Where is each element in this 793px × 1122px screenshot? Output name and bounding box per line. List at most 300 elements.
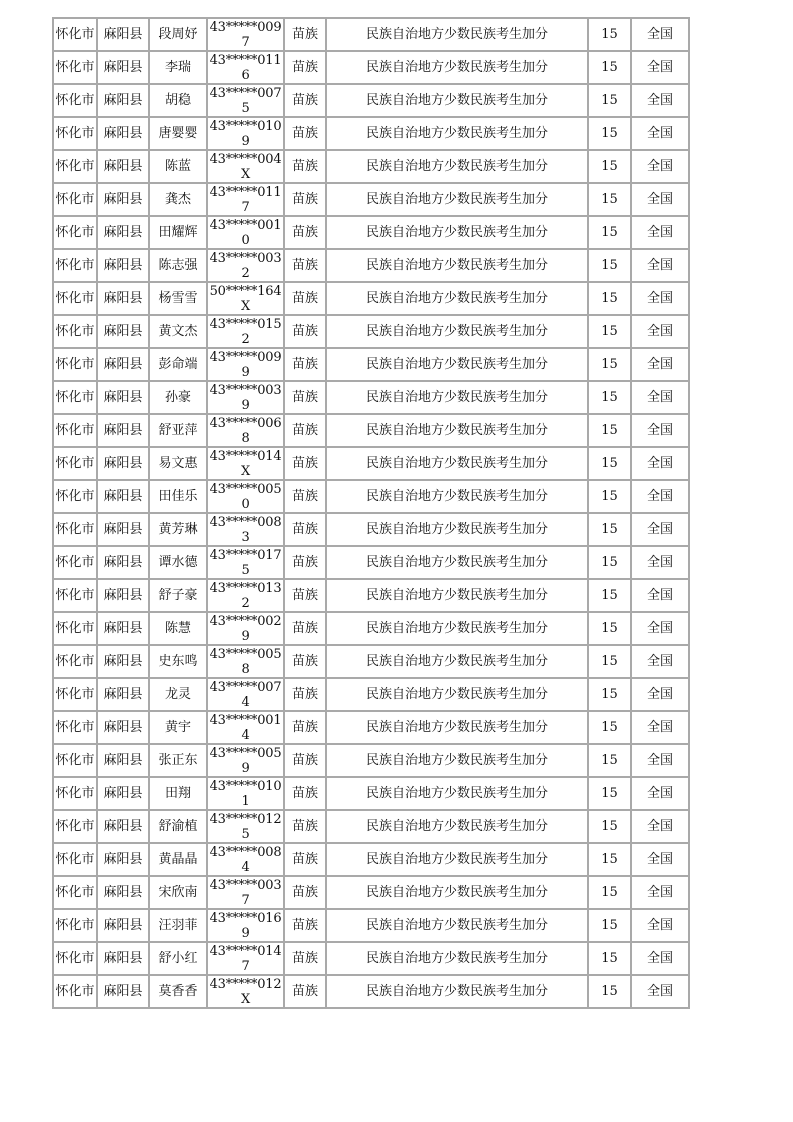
table-row <box>54 976 690 1009</box>
name-cell: 黄宇 <box>150 712 208 745</box>
county-cell: 麻阳县 <box>98 85 150 118</box>
name-cell: 汪羽菲 <box>150 910 208 943</box>
bonus-points-cell: 15 <box>589 613 632 646</box>
id-number-cell-text: 43*****0084 <box>209 844 282 875</box>
id-number-cell <box>208 976 285 1009</box>
table-row <box>54 547 690 580</box>
id-number-cell-text: 43*****004X <box>209 151 282 182</box>
ethnicity-cell: 苗族 <box>285 844 327 877</box>
city-cell-text: 怀化市 <box>55 687 95 702</box>
city-cell-text: 怀化市 <box>55 753 95 768</box>
ethnicity-cell: 苗族 <box>285 580 327 613</box>
id-number-cell <box>208 745 285 778</box>
city-cell <box>54 316 98 349</box>
city-cell-text: 怀化市 <box>55 258 95 273</box>
scope-cell: 全国 <box>632 613 690 646</box>
bonus-points-cell: 15 <box>589 481 632 514</box>
name-cell: 陈蓝 <box>150 151 208 184</box>
county-cell: 麻阳县 <box>98 481 150 514</box>
city-cell <box>54 844 98 877</box>
ethnicity-cell: 苗族 <box>285 217 327 250</box>
table-row <box>54 646 690 679</box>
bonus-points-cell: 15 <box>589 580 632 613</box>
city-cell <box>54 415 98 448</box>
bonus-item-cell: 民族自治地方少数民族考生加分 <box>327 85 589 118</box>
county-cell: 麻阳县 <box>98 382 150 415</box>
city-cell <box>54 151 98 184</box>
id-number-cell <box>208 580 285 613</box>
scope-cell: 全国 <box>632 943 690 976</box>
id-number-cell-text: 43*****0050 <box>209 481 282 512</box>
ethnicity-cell: 苗族 <box>285 745 327 778</box>
city-cell-text: 怀化市 <box>55 852 95 867</box>
bonus-item-cell: 民族自治地方少数民族考生加分 <box>327 481 589 514</box>
bonus-item-cell: 民族自治地方少数民族考生加分 <box>327 844 589 877</box>
city-cell <box>54 85 98 118</box>
table-row <box>54 580 690 613</box>
bonus-item-cell: 民族自治地方少数民族考生加分 <box>327 811 589 844</box>
id-number-cell-text: 43*****0152 <box>209 316 282 347</box>
id-number-cell <box>208 481 285 514</box>
table-row <box>54 217 690 250</box>
id-number-cell-text: 43*****0029 <box>209 613 282 644</box>
bonus-points-cell: 15 <box>589 910 632 943</box>
bonus-item-cell: 民族自治地方少数民族考生加分 <box>327 382 589 415</box>
scope-cell: 全国 <box>632 118 690 151</box>
county-cell: 麻阳县 <box>98 316 150 349</box>
scope-cell: 全国 <box>632 745 690 778</box>
ethnicity-cell: 苗族 <box>285 976 327 1009</box>
id-number-cell-text: 43*****0117 <box>209 184 282 215</box>
county-cell: 麻阳县 <box>98 118 150 151</box>
bonus-item-cell: 民族自治地方少数民族考生加分 <box>327 712 589 745</box>
city-cell <box>54 382 98 415</box>
bonus-item-cell: 民族自治地方少数民族考生加分 <box>327 217 589 250</box>
county-cell: 麻阳县 <box>98 547 150 580</box>
name-cell: 宋欣南 <box>150 877 208 910</box>
bonus-item-cell: 民族自治地方少数民族考生加分 <box>327 877 589 910</box>
bonus-points-cell: 15 <box>589 217 632 250</box>
table-row <box>54 415 690 448</box>
bonus-item-cell: 民族自治地方少数民族考生加分 <box>327 316 589 349</box>
city-cell <box>54 448 98 481</box>
ethnicity-cell: 苗族 <box>285 316 327 349</box>
name-cell: 舒亚萍 <box>150 415 208 448</box>
county-cell: 麻阳县 <box>98 976 150 1009</box>
scope-cell: 全国 <box>632 481 690 514</box>
city-cell-text: 怀化市 <box>55 291 95 306</box>
bonus-points-cell: 15 <box>589 52 632 85</box>
ethnicity-cell: 苗族 <box>285 151 327 184</box>
city-cell-text: 怀化市 <box>55 654 95 669</box>
city-cell-text: 怀化市 <box>55 27 95 42</box>
county-cell: 麻阳县 <box>98 217 150 250</box>
ethnicity-cell: 苗族 <box>285 877 327 910</box>
city-cell-text: 怀化市 <box>55 324 95 339</box>
ethnicity-cell: 苗族 <box>285 613 327 646</box>
bonus-item-cell: 民族自治地方少数民族考生加分 <box>327 415 589 448</box>
id-number-cell <box>208 52 285 85</box>
county-cell: 麻阳县 <box>98 580 150 613</box>
scope-cell: 全国 <box>632 679 690 712</box>
city-cell-text: 怀化市 <box>55 984 95 999</box>
city-cell <box>54 910 98 943</box>
county-cell: 麻阳县 <box>98 184 150 217</box>
county-cell: 麻阳县 <box>98 613 150 646</box>
county-cell: 麻阳县 <box>98 283 150 316</box>
bonus-points-cell: 15 <box>589 316 632 349</box>
table-row <box>54 679 690 712</box>
bonus-points-table <box>52 17 690 1009</box>
ethnicity-cell: 苗族 <box>285 943 327 976</box>
table-row <box>54 712 690 745</box>
ethnicity-cell: 苗族 <box>285 184 327 217</box>
county-cell: 麻阳县 <box>98 844 150 877</box>
id-number-cell-text: 43*****0058 <box>209 646 282 677</box>
city-cell-text: 怀化市 <box>55 192 95 207</box>
scope-cell: 全国 <box>632 184 690 217</box>
id-number-cell <box>208 844 285 877</box>
ethnicity-cell: 苗族 <box>285 118 327 151</box>
name-cell: 史东鸣 <box>150 646 208 679</box>
id-number-cell-text: 43*****0037 <box>209 877 282 908</box>
county-cell: 麻阳县 <box>98 745 150 778</box>
city-cell <box>54 118 98 151</box>
scope-cell: 全国 <box>632 52 690 85</box>
table-row <box>54 910 690 943</box>
name-cell: 舒子豪 <box>150 580 208 613</box>
bonus-item-cell: 民族自治地方少数民族考生加分 <box>327 118 589 151</box>
id-number-cell-text: 43*****0083 <box>209 514 282 545</box>
id-number-cell-text: 43*****012X <box>209 976 282 1007</box>
ethnicity-cell: 苗族 <box>285 547 327 580</box>
city-cell-text: 怀化市 <box>55 126 95 141</box>
scope-cell: 全国 <box>632 250 690 283</box>
bonus-item-cell: 民族自治地方少数民族考生加分 <box>327 778 589 811</box>
scope-cell: 全国 <box>632 19 690 52</box>
city-cell-text: 怀化市 <box>55 357 95 372</box>
county-cell: 麻阳县 <box>98 151 150 184</box>
bonus-points-cell: 15 <box>589 250 632 283</box>
id-number-cell <box>208 217 285 250</box>
id-number-cell <box>208 547 285 580</box>
table-row <box>54 85 690 118</box>
name-cell: 龚杰 <box>150 184 208 217</box>
name-cell: 舒小红 <box>150 943 208 976</box>
scope-cell: 全国 <box>632 283 690 316</box>
name-cell: 孙豪 <box>150 382 208 415</box>
table-row <box>54 250 690 283</box>
city-cell <box>54 481 98 514</box>
bonus-item-cell: 民族自治地方少数民族考生加分 <box>327 580 589 613</box>
bonus-item-cell: 民族自治地方少数民族考生加分 <box>327 19 589 52</box>
id-number-cell <box>208 514 285 547</box>
name-cell: 龙灵 <box>150 679 208 712</box>
table-row <box>54 283 690 316</box>
id-number-cell-text: 43*****0132 <box>209 580 282 611</box>
city-cell-text: 怀化市 <box>55 423 95 438</box>
name-cell: 易文惠 <box>150 448 208 481</box>
id-number-cell-text: 43*****0175 <box>209 547 282 578</box>
id-number-cell <box>208 877 285 910</box>
id-number-cell-text: 43*****0068 <box>209 415 282 446</box>
id-number-cell <box>208 316 285 349</box>
id-number-cell-text: 43*****0097 <box>209 19 282 50</box>
bonus-item-cell: 民族自治地方少数民族考生加分 <box>327 184 589 217</box>
bonus-points-cell: 15 <box>589 877 632 910</box>
id-number-cell-text: 43*****0109 <box>209 118 282 149</box>
city-cell-text: 怀化市 <box>55 786 95 801</box>
name-cell: 黄晶晶 <box>150 844 208 877</box>
city-cell <box>54 547 98 580</box>
county-cell: 麻阳县 <box>98 52 150 85</box>
county-cell: 麻阳县 <box>98 712 150 745</box>
table-row <box>54 184 690 217</box>
scope-cell: 全国 <box>632 844 690 877</box>
ethnicity-cell: 苗族 <box>285 283 327 316</box>
table-row <box>54 52 690 85</box>
bonus-points-cell: 15 <box>589 151 632 184</box>
bonus-points-cell: 15 <box>589 184 632 217</box>
bonus-item-cell: 民族自治地方少数民族考生加分 <box>327 547 589 580</box>
county-cell: 麻阳县 <box>98 646 150 679</box>
bonus-points-cell: 15 <box>589 976 632 1009</box>
city-cell-text: 怀化市 <box>55 819 95 834</box>
county-cell: 麻阳县 <box>98 514 150 547</box>
table-row <box>54 778 690 811</box>
name-cell: 胡稳 <box>150 85 208 118</box>
county-cell: 麻阳县 <box>98 877 150 910</box>
table-row <box>54 118 690 151</box>
name-cell: 田翔 <box>150 778 208 811</box>
scope-cell: 全国 <box>632 811 690 844</box>
city-cell <box>54 778 98 811</box>
scope-cell: 全国 <box>632 349 690 382</box>
id-number-cell-text: 43*****0039 <box>209 382 282 413</box>
ethnicity-cell: 苗族 <box>285 514 327 547</box>
id-number-cell <box>208 943 285 976</box>
id-number-cell-text: 50*****164X <box>209 283 282 314</box>
bonus-points-cell: 15 <box>589 448 632 481</box>
table-row <box>54 844 690 877</box>
city-cell <box>54 514 98 547</box>
scope-cell: 全国 <box>632 316 690 349</box>
name-cell: 唐婴婴 <box>150 118 208 151</box>
id-number-cell <box>208 382 285 415</box>
id-number-cell-text: 43*****0032 <box>209 250 282 281</box>
city-cell <box>54 613 98 646</box>
scope-cell: 全国 <box>632 976 690 1009</box>
id-number-cell <box>208 349 285 382</box>
ethnicity-cell: 苗族 <box>285 811 327 844</box>
city-cell <box>54 811 98 844</box>
scope-cell: 全国 <box>632 217 690 250</box>
id-number-cell <box>208 118 285 151</box>
county-cell: 麻阳县 <box>98 250 150 283</box>
bonus-item-cell: 民族自治地方少数民族考生加分 <box>327 283 589 316</box>
county-cell: 麻阳县 <box>98 811 150 844</box>
id-number-cell <box>208 679 285 712</box>
bonus-item-cell: 民族自治地方少数民族考生加分 <box>327 679 589 712</box>
id-number-cell <box>208 712 285 745</box>
ethnicity-cell: 苗族 <box>285 712 327 745</box>
ethnicity-cell: 苗族 <box>285 52 327 85</box>
id-number-cell <box>208 415 285 448</box>
table-row <box>54 613 690 646</box>
name-cell: 段周妤 <box>150 19 208 52</box>
id-number-cell <box>208 910 285 943</box>
name-cell: 谭水德 <box>150 547 208 580</box>
city-cell <box>54 52 98 85</box>
ethnicity-cell: 苗族 <box>285 85 327 118</box>
ethnicity-cell: 苗族 <box>285 646 327 679</box>
city-cell-text: 怀化市 <box>55 951 95 966</box>
name-cell: 陈慧 <box>150 613 208 646</box>
city-cell <box>54 217 98 250</box>
county-cell: 麻阳县 <box>98 679 150 712</box>
bonus-points-cell: 15 <box>589 712 632 745</box>
city-cell-text: 怀化市 <box>55 621 95 636</box>
city-cell <box>54 250 98 283</box>
city-cell-text: 怀化市 <box>55 522 95 537</box>
bonus-points-cell: 15 <box>589 811 632 844</box>
city-cell <box>54 580 98 613</box>
table-row <box>54 811 690 844</box>
table-row <box>54 316 690 349</box>
city-cell <box>54 19 98 52</box>
name-cell: 张正东 <box>150 745 208 778</box>
bonus-item-cell: 民族自治地方少数民族考生加分 <box>327 151 589 184</box>
city-cell <box>54 745 98 778</box>
bonus-item-cell: 民族自治地方少数民族考生加分 <box>327 514 589 547</box>
city-cell-text: 怀化市 <box>55 555 95 570</box>
id-number-cell-text: 43*****0075 <box>209 85 282 116</box>
bonus-points-cell: 15 <box>589 19 632 52</box>
name-cell: 黄芳琳 <box>150 514 208 547</box>
id-number-cell <box>208 184 285 217</box>
table-body <box>54 19 690 1009</box>
name-cell: 彭命端 <box>150 349 208 382</box>
county-cell: 麻阳县 <box>98 778 150 811</box>
city-cell <box>54 349 98 382</box>
bonus-points-cell: 15 <box>589 85 632 118</box>
bonus-points-cell: 15 <box>589 679 632 712</box>
city-cell-text: 怀化市 <box>55 588 95 603</box>
ethnicity-cell: 苗族 <box>285 679 327 712</box>
name-cell: 黄文杰 <box>150 316 208 349</box>
city-cell <box>54 712 98 745</box>
id-number-cell <box>208 250 285 283</box>
table-row <box>54 382 690 415</box>
name-cell: 田佳乐 <box>150 481 208 514</box>
id-number-cell-text: 43*****0099 <box>209 349 282 380</box>
bonus-item-cell: 民族自治地方少数民族考生加分 <box>327 646 589 679</box>
id-number-cell-text: 43*****0074 <box>209 679 282 710</box>
scope-cell: 全国 <box>632 85 690 118</box>
table-row <box>54 19 690 52</box>
id-number-cell-text: 43*****0059 <box>209 745 282 776</box>
city-cell-text: 怀化市 <box>55 225 95 240</box>
city-cell <box>54 283 98 316</box>
city-cell <box>54 976 98 1009</box>
county-cell: 麻阳县 <box>98 910 150 943</box>
id-number-cell-text: 43*****0169 <box>209 910 282 941</box>
county-cell: 麻阳县 <box>98 943 150 976</box>
id-number-cell-text: 43*****0147 <box>209 943 282 974</box>
scope-cell: 全国 <box>632 415 690 448</box>
scope-cell: 全国 <box>632 382 690 415</box>
id-number-cell <box>208 151 285 184</box>
bonus-item-cell: 民族自治地方少数民族考生加分 <box>327 976 589 1009</box>
id-number-cell <box>208 646 285 679</box>
bonus-points-cell: 15 <box>589 349 632 382</box>
city-cell-text: 怀化市 <box>55 885 95 900</box>
id-number-cell-text: 43*****0010 <box>209 217 282 248</box>
ethnicity-cell: 苗族 <box>285 910 327 943</box>
bonus-points-cell: 15 <box>589 547 632 580</box>
bonus-item-cell: 民族自治地方少数民族考生加分 <box>327 943 589 976</box>
table-row <box>54 481 690 514</box>
bonus-points-cell: 15 <box>589 382 632 415</box>
city-cell <box>54 943 98 976</box>
id-number-cell-text: 43*****0101 <box>209 778 282 809</box>
ethnicity-cell: 苗族 <box>285 382 327 415</box>
table-row <box>54 745 690 778</box>
scope-cell: 全国 <box>632 712 690 745</box>
bonus-points-cell: 15 <box>589 844 632 877</box>
bonus-points-cell: 15 <box>589 118 632 151</box>
id-number-cell <box>208 19 285 52</box>
name-cell: 莫香香 <box>150 976 208 1009</box>
bonus-points-cell: 15 <box>589 778 632 811</box>
name-cell: 田耀辉 <box>150 217 208 250</box>
city-cell-text: 怀化市 <box>55 60 95 75</box>
scope-cell: 全国 <box>632 910 690 943</box>
table-row <box>54 514 690 547</box>
scope-cell: 全国 <box>632 877 690 910</box>
ethnicity-cell: 苗族 <box>285 448 327 481</box>
bonus-item-cell: 民族自治地方少数民族考生加分 <box>327 52 589 85</box>
scope-cell: 全国 <box>632 448 690 481</box>
city-cell-text: 怀化市 <box>55 489 95 504</box>
name-cell: 陈志强 <box>150 250 208 283</box>
id-number-cell <box>208 85 285 118</box>
id-number-cell <box>208 283 285 316</box>
city-cell-text: 怀化市 <box>55 390 95 405</box>
ethnicity-cell: 苗族 <box>285 19 327 52</box>
scope-cell: 全国 <box>632 547 690 580</box>
ethnicity-cell: 苗族 <box>285 250 327 283</box>
ethnicity-cell: 苗族 <box>285 481 327 514</box>
name-cell: 舒渝植 <box>150 811 208 844</box>
city-cell <box>54 184 98 217</box>
ethnicity-cell: 苗族 <box>285 778 327 811</box>
scope-cell: 全国 <box>632 514 690 547</box>
bonus-points-cell: 15 <box>589 283 632 316</box>
bonus-item-cell: 民族自治地方少数民族考生加分 <box>327 349 589 382</box>
scope-cell: 全国 <box>632 646 690 679</box>
id-number-cell <box>208 811 285 844</box>
table-row <box>54 943 690 976</box>
id-number-cell-text: 43*****0116 <box>209 52 282 83</box>
bonus-points-cell: 15 <box>589 943 632 976</box>
name-cell: 李瑞 <box>150 52 208 85</box>
ethnicity-cell: 苗族 <box>285 349 327 382</box>
county-cell: 麻阳县 <box>98 349 150 382</box>
city-cell <box>54 877 98 910</box>
id-number-cell <box>208 448 285 481</box>
table-row <box>54 448 690 481</box>
